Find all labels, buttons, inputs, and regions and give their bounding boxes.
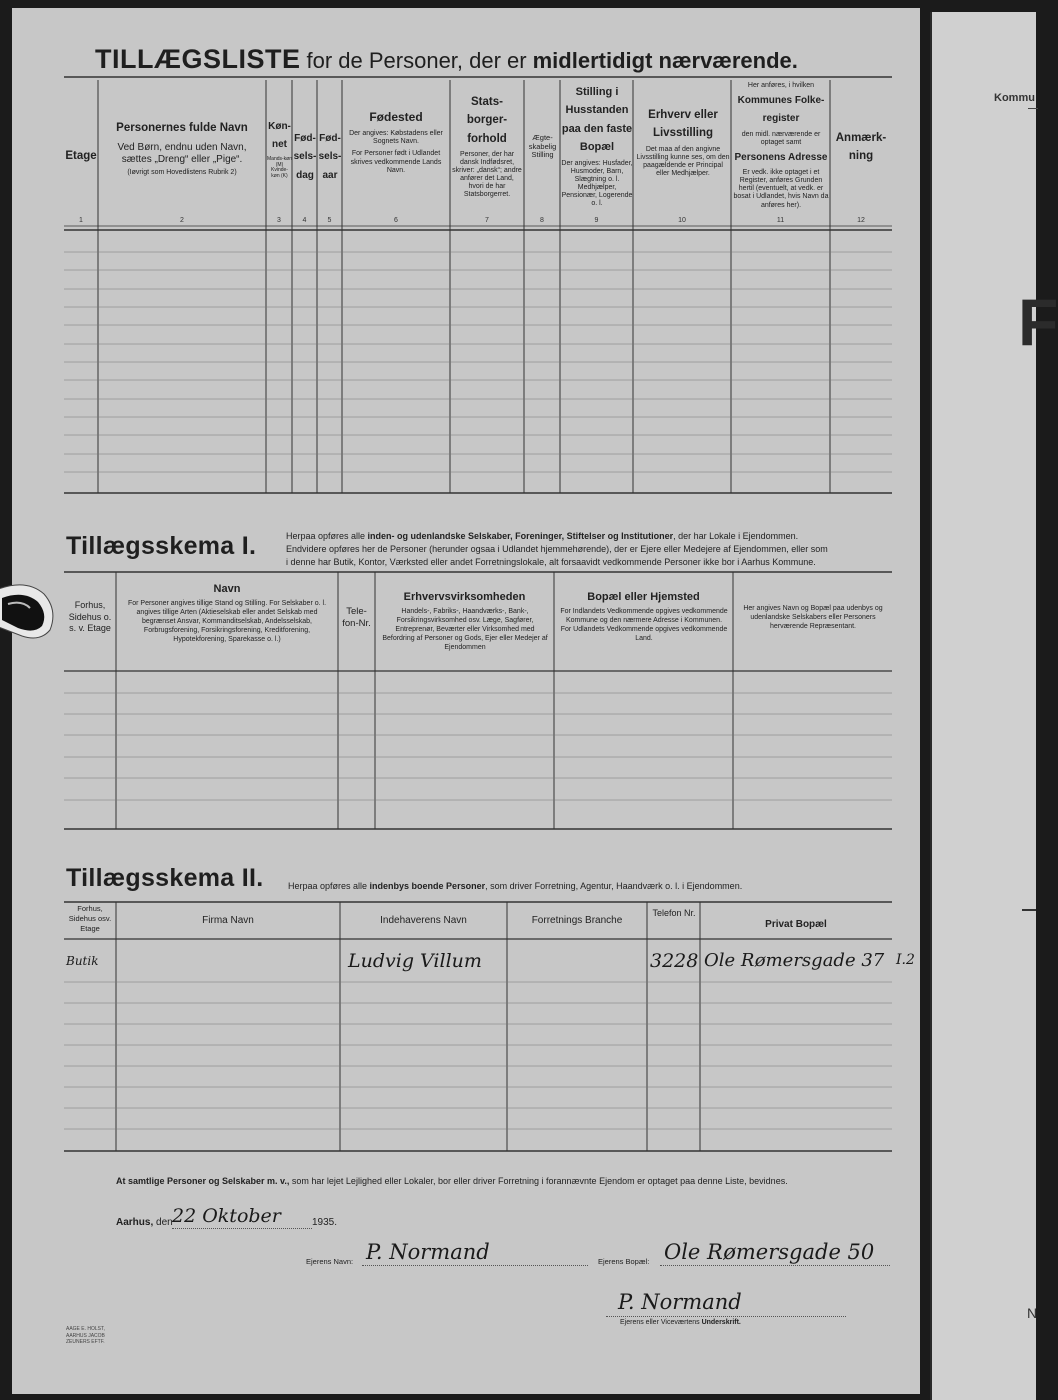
owner-name-line <box>362 1265 588 1266</box>
schema1-title: Tillægsskema I. <box>66 532 257 560</box>
header-gender: Køn-net Mands-køn (M) Kvinde-køn (K) <box>267 121 293 180</box>
schema1-header-residence-note: For Indlandets Vedkommende opgives vedkommende Kommune og den nærmere Adresse i Kommunen. For Udlandets Vedkommende opgives vedkommende Land. <box>560 608 728 643</box>
column-number: 9 <box>594 217 599 224</box>
column-number: 12 <box>857 217 865 224</box>
owner-address-line <box>660 1265 890 1266</box>
signature-label: Ejerens eller Viceværtens Underskrift. <box>620 1319 741 1326</box>
column-number: 6 <box>394 217 398 224</box>
schema1-header-name-note: For Personer angives tillige Stand og Stilling. For Selskaber o. l. angives tillige Arten (Aktieselskab eller andet Selskab med begrænset Ansvar, Kommanditselskab, Andelsselskab, Forbrugsforening, Forsikringsforening, Kreditforening, Hypotekforening, Sparekasse o. l.) <box>127 600 327 644</box>
schema2-header-firm: Firma Navn <box>202 915 254 926</box>
column-number: 11 <box>776 217 785 224</box>
header-birth-day: Fød-sels-dag <box>293 133 317 181</box>
adjacent-page-kommune-label: Kommu <box>994 92 1035 104</box>
column-number: 4 <box>302 217 307 224</box>
schema1-header-phone: Tele-fon-Nr. <box>342 606 371 630</box>
header-occupation: Erhverv eller Livsstilling Det maa af den angivne Livsstilling kunne ses, om den paagældende er Principal eller Medhjælper. <box>636 109 730 177</box>
schema1-header-representative: Her angives Navn og Bopæl paa udenbys og udenlandske Selskabers eller Personers herværende Repræsentant. <box>743 605 883 631</box>
column-number: 5 <box>327 217 332 224</box>
owner-address-handwritten: Ole Rømersgade 50 <box>664 1240 875 1264</box>
owner-name-label: Ejerens Navn: <box>306 1257 354 1266</box>
adjacent-page-letter-n: N <box>1027 1305 1038 1321</box>
date-line <box>172 1228 312 1229</box>
schema2-row1-phone: 3228 <box>650 950 699 972</box>
schema2-title: Tillægsskema II. <box>66 864 264 892</box>
attestation-statement: At samtlige Personer og Selskaber m. v., som har lejet Lejlighed eller Lokaler, bor eller driver Forretning i forannævnte Ejendom er optaget paa denne Liste, bevidnes. <box>116 1176 788 1186</box>
attestation-date: Aarhus, den <box>116 1217 173 1228</box>
column-number: 3 <box>277 217 281 224</box>
column-number: 10 <box>678 217 686 224</box>
attestation-date-handwritten: 22 Oktober <box>172 1205 281 1227</box>
form-title-middle: for de Personer, der er <box>306 48 527 73</box>
schema2-header-branch: Forretnings Branche <box>531 915 623 926</box>
column-number: 2 <box>180 217 184 224</box>
schema2-row1-etage: Butik <box>66 954 99 968</box>
owner-address-label: Ejerens Bopæl: <box>598 1257 650 1266</box>
signature-handwritten: P. Normand <box>618 1290 742 1314</box>
schema2-header-owner: Indehaverens Navn <box>380 915 467 926</box>
schema2-header-phone: Telefon Nr. <box>652 908 696 918</box>
header-etage: Etage <box>65 150 97 162</box>
column-number: 7 <box>485 217 489 224</box>
header-birth-year: Fød-sels-aar <box>318 133 342 181</box>
attestation-year: 1935. <box>312 1217 338 1228</box>
form-title-end: midlertidigt nærværende. <box>532 48 798 73</box>
header-birthplace: Fødested Der angives: Købstadens eller Sognets Navn. For Personer født i Udlandet skrives vedkommende Lands Navn. <box>349 110 443 174</box>
schema1-description: Herpaa opføres alle inden- og udenlandske Selskaber, Foreninger, Stiftelser og Institutioner, der har Lokale i Ejendommen. Endvidere opføres her de Personer (herunder ogsaa i Udlandet hjemmehørende), der er Ejere eller Medejere af Ejendommen, eller som i denne har Butik, Kontor, Værksted eller andet Forretningslokale, alt forsaavidt vedkommende Personer ikke bor i Aarhus Kommune. <box>286 531 828 568</box>
schema2-description: Herpaa opføres alle indenbys boende Personer, som driver Forretning, Agentur, Haandværk o. l. i Ejendommen. <box>288 881 743 891</box>
schema2-row1-owner: Ludvig Villum <box>348 950 482 972</box>
adjacent-page-big-letter: F <box>1018 285 1058 359</box>
schema2-row1-residence: Ole Rømersgade 37 <box>704 950 885 971</box>
header-full-name: Personernes fulde Navn Ved Børn, endnu uden Navn, sættes „Dreng“ eller „Pige“. (Iøvrigt som Hovedlistens Rubrik 2) <box>116 122 248 177</box>
owner-name-handwritten: P. Normand <box>366 1240 490 1264</box>
header-household-position: Stilling i Husstanden paa den faste Bopæl Der angives: Husfader, Husmoder, Barn, Slægtning o. l. Medhjælper, Pensionær, Logerende o. l. <box>561 86 633 207</box>
form-title-main: TILLÆGSLISTE <box>95 44 301 74</box>
column-number: 1 <box>79 217 83 224</box>
schema1-header-business: Erhvervsvirksomheden <box>403 591 526 603</box>
schema1-header-name: Navn <box>213 583 241 595</box>
schema2-header-private-residence: Privat Bopæl <box>765 919 827 930</box>
schema2-header-etage: Forhus, Sidehus osv. Etage <box>68 904 112 933</box>
schema1-header-etage: Forhus, Sidehus o. s. v. Etage <box>68 600 112 634</box>
header-citizenship: Stats-borger-forhold Personer, der har dansk Indfødsret, skriver: „dansk“; andre anfører det Land, hvori de har Statsborgerret. <box>452 96 522 199</box>
column-number: 8 <box>540 217 544 224</box>
schema2-row1-margin-note: I.2 <box>896 952 915 968</box>
signature-line <box>606 1316 846 1317</box>
schema1-header-residence: Bopæl eller Hjemsted <box>587 591 700 603</box>
schema1-header-business-note: Handels-, Fabriks-, Haandværks-, Bank-, Forsikringsvirksomhed osv. Læge, Sagfører, Entreprenør, Beværter eller Virksomhed med Befordring af Personer og Gods, Ejer eller Medejer af Ejendommen <box>382 608 548 652</box>
header-marital-status: Ægte-skabelig Stilling <box>528 133 557 160</box>
header-registry-address: Her anføres, i hvilken Kommunes Folke-register den midl. nærværende er optaget samt Personens Adresse Er vedk. ikke optaget i et Register, anføres Grunden hertil (eventuelt, at vedk. er bosat i Udlandet, hvis Navn da anføres her). <box>733 82 829 209</box>
printer-imprint: AAGE E. HOLST, AARHUS JACOB ZEUNERS EFTF. <box>66 1326 105 1345</box>
header-remarks: Anmærk-ning <box>835 132 887 163</box>
